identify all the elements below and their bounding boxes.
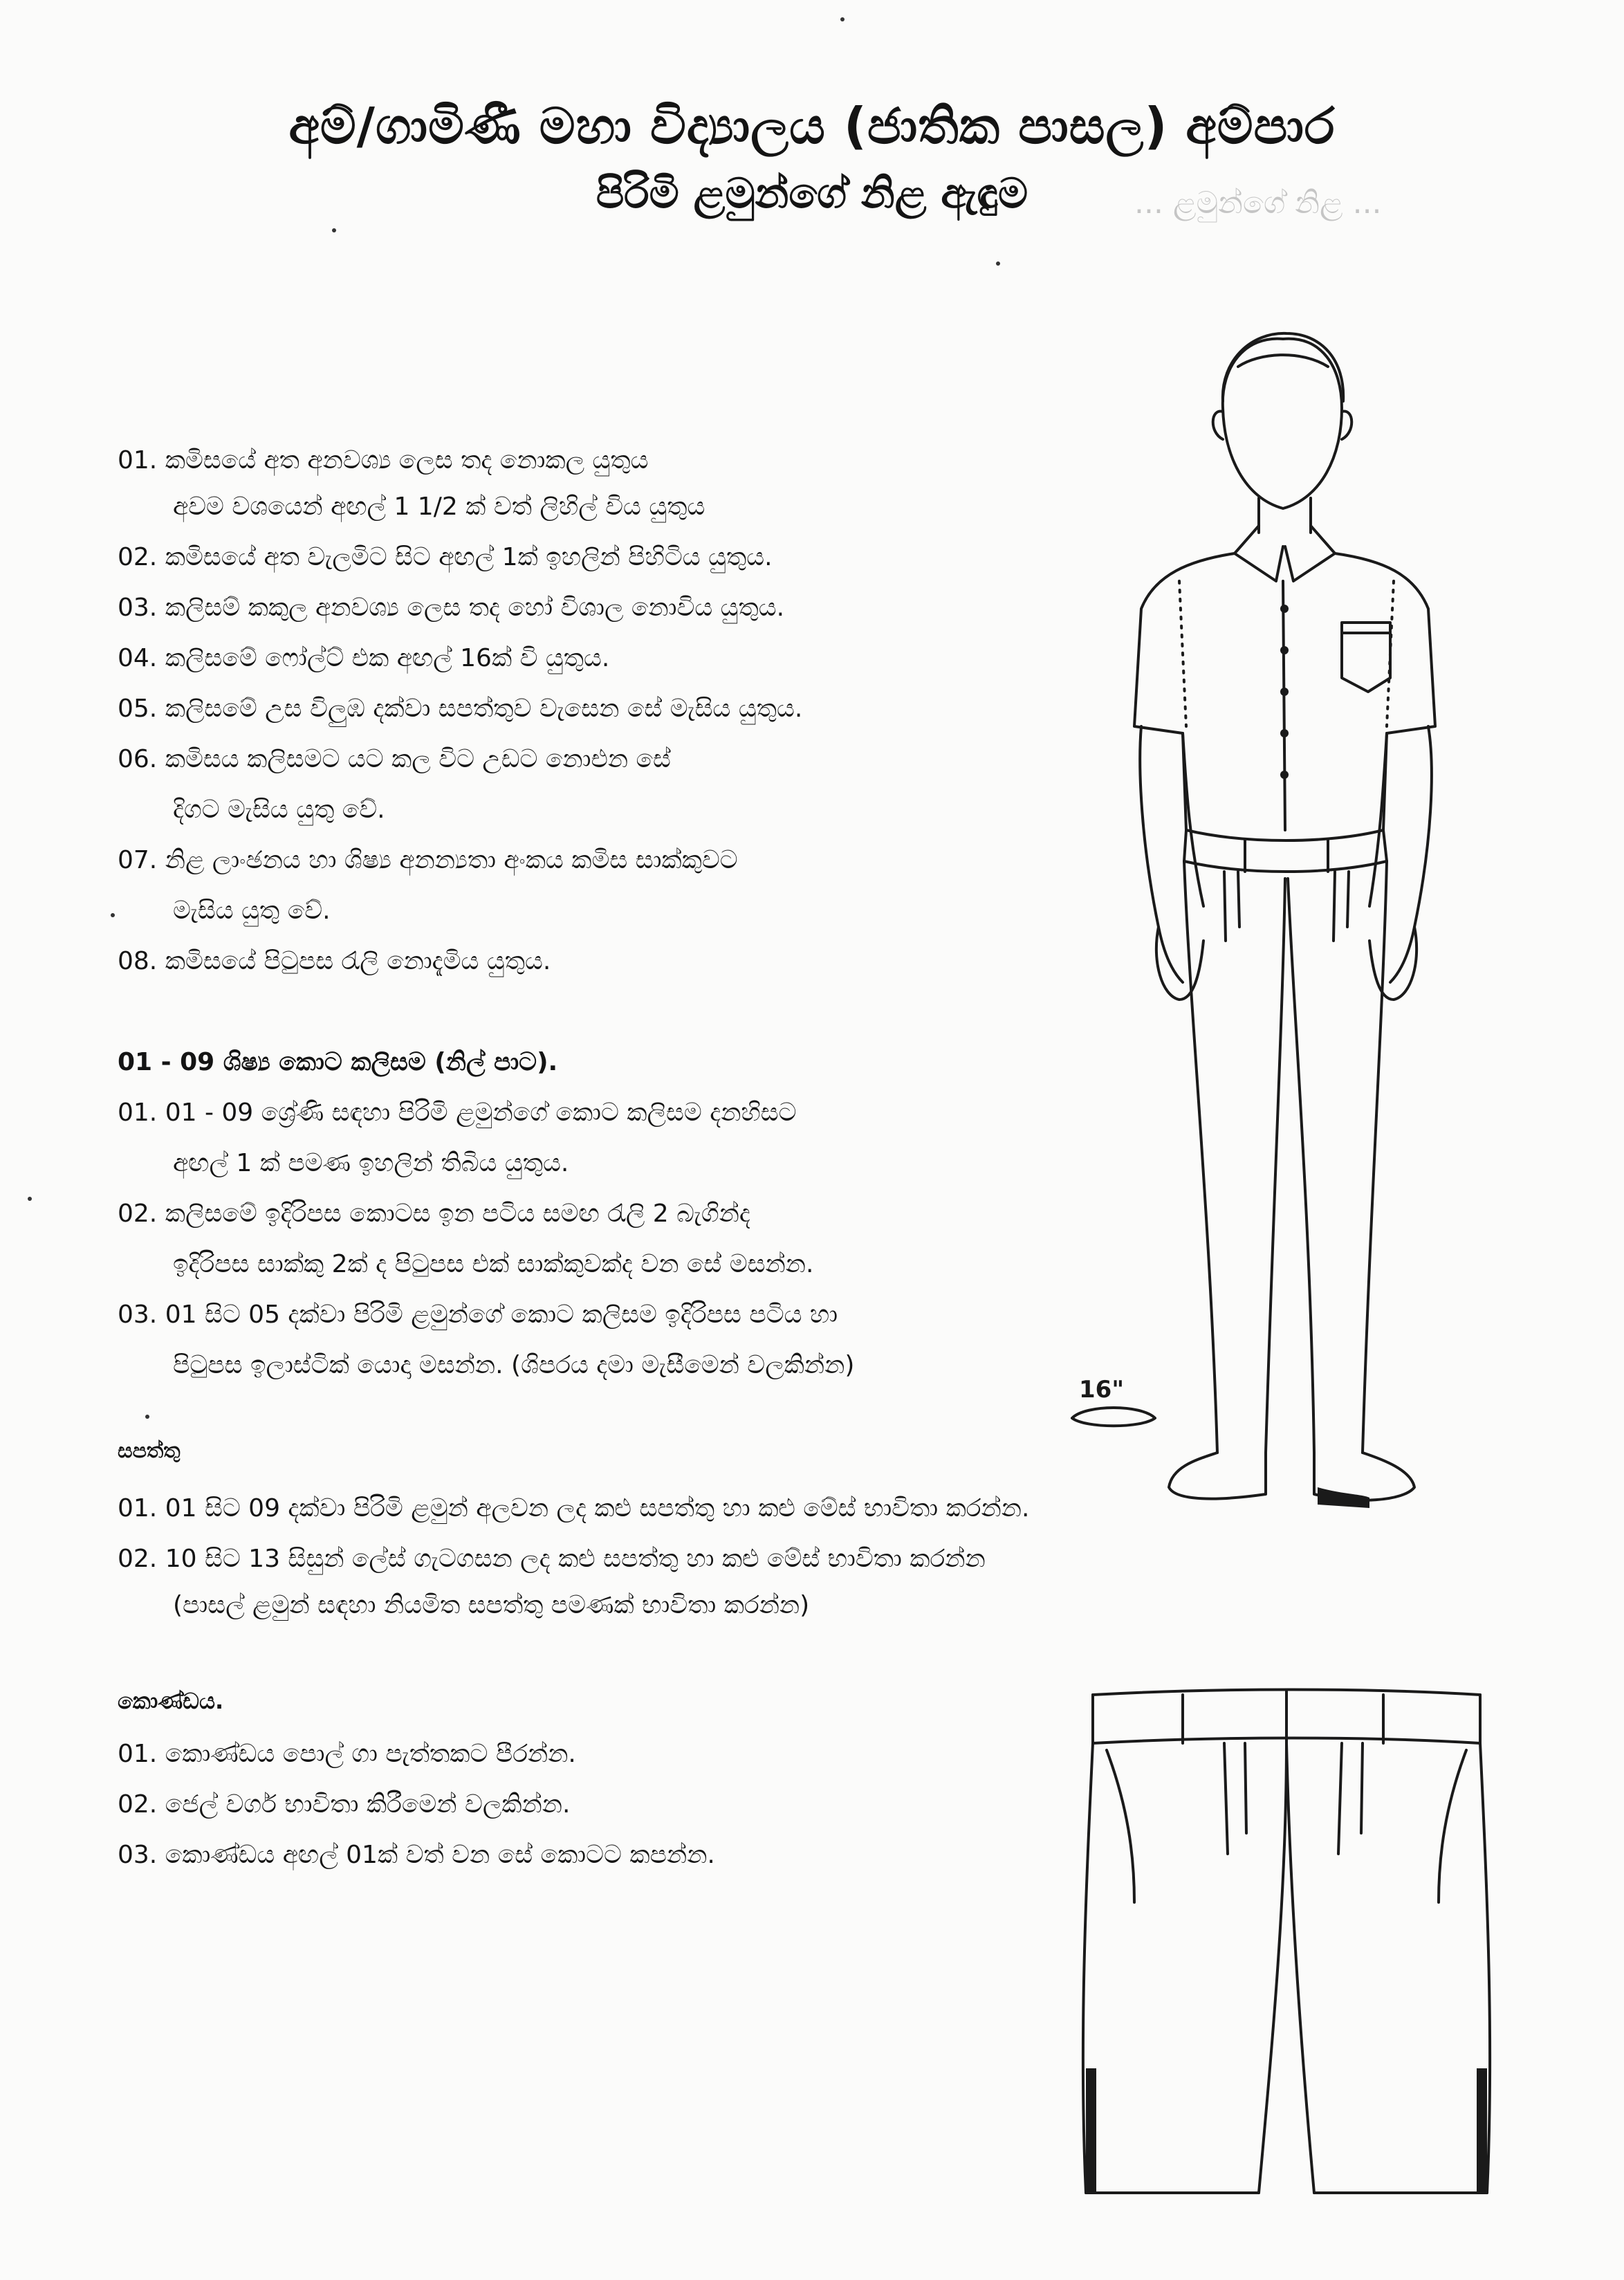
hair-item: 02. ජෙල් වර්ග භාවිතා කිරීමෙන් වලකින්න. bbox=[118, 1790, 571, 1819]
rule-item: 02. කමිසයේ අත වැලමිට සිට අඟල් 1ක් ඉහලින් පිහිටිය යුතුය. bbox=[118, 543, 773, 571]
rule-item: 05. කලිසමේ උස විලුඹ දක්වා සපත්තුව වැසෙන සේ මැසිය යුතුය. bbox=[118, 695, 803, 723]
section-heading-shorts: 01 - 09 ශිෂ්‍ය කොට කලිසම (නිල් පාට). bbox=[118, 1048, 558, 1076]
rule-item: 01. කමිසයේ අත අනවශ්‍ය ලෙස තද නොකල යුතුය bbox=[118, 446, 649, 475]
scan-speck bbox=[332, 228, 336, 232]
shoes-item: 01. 01 සිට 09 දක්වා පිරිමි ළමුන් අලවන ලද කළු සපත්තු හා කළු මේස් භාවිතා කරන්න. bbox=[118, 1494, 1030, 1523]
rule-item: 03. කලිසම් කකුල අනවශ්‍ය ලෙස තද හෝ විශාල නොවිය යුතුය. bbox=[118, 594, 785, 622]
scan-speck bbox=[996, 261, 1000, 266]
uniform-figure-illustration bbox=[1037, 318, 1556, 1550]
rule-item: 04. කලිසමේ ෆෝල්ට් එක අඟල් 16ක් වි යුතුය. bbox=[118, 644, 610, 672]
hem-measurement-label: 16" bbox=[1079, 1376, 1125, 1404]
shorts-item-cont: පිටුපස ඉලාස්ටික් යොදා මසන්න. (ශිපරය දමා මැසීමෙන් වලකින්න) bbox=[173, 1351, 855, 1379]
shorts-item: 01. 01 - 09 ශ්‍රේණි සඳහා පිරිමි ළමුන්ගේ කොට කලිසම දනහිසට bbox=[118, 1098, 797, 1127]
faint-bleed-text: ... ළමුන්ගේ නිළ ... bbox=[1134, 185, 1382, 221]
rule-item-cont: දිගට මැසිය යුතු වේ. bbox=[173, 796, 385, 824]
shorts-illustration bbox=[1079, 1681, 1522, 2214]
rule-item: 08. කමිසයේ පිටුපස රැලි නොදැමිය යුතුය. bbox=[118, 947, 551, 975]
shorts-item: 02. කලිසමේ ඉදිරිපස කොටස ඉන පටිය සමඟ රැලි 2 බැගින්ද bbox=[118, 1199, 750, 1228]
hair-item: 01. කොණ්ඩය පොල් ගා පැත්තකට පීරන්න. bbox=[118, 1740, 576, 1768]
scan-speck bbox=[28, 1197, 32, 1201]
section-heading-shoes: සපත්තු bbox=[118, 1439, 181, 1463]
shorts-item-cont: ඉදිරිපස සාක්කු 2ක් ද පිටුපස එක් සාක්කුවක්ද වන සේ මසන්න. bbox=[173, 1250, 814, 1278]
rule-item-cont: අවම වශයෙන් අඟල් 1 1/2 ක් වත් ලිහිල් විය යුතුය bbox=[173, 493, 705, 521]
shorts-item: 03. 01 සිට 05 දක්වා පිරිමි ළමුන්ගේ කොට කලිසම ඉදිරිපස පටිය හා bbox=[118, 1300, 838, 1329]
scan-speck bbox=[840, 17, 845, 21]
shoes-item-cont: (පාසල් ළමුන් සඳහා නියමිත සපත්තු පමණක් භාවිතා කරන්න) bbox=[173, 1591, 810, 1619]
section-heading-hair: කොණ්ඩය. bbox=[118, 1688, 224, 1714]
hair-item: 03. කොණ්ඩය අඟල් 01ක් වත් වන සේ කොටට කපන්න. bbox=[118, 1841, 715, 1869]
scan-speck bbox=[145, 1415, 149, 1419]
page-subtitle: පිරිමි ළමුන්ගේ නිළ ඇඳුම bbox=[596, 169, 1028, 218]
rule-item-cont: මැසිය යුතු වේ. bbox=[173, 897, 331, 925]
rule-item: 07. නිළ ලාංඡනය හා ශිෂ්‍ය අනන්‍යතා අංකය කමිස සාක්කුවට bbox=[118, 846, 738, 874]
page-title: අම්/ගාමිණී මහා විද්‍යාලය (ජාතික පාසල) අම්පාර bbox=[288, 97, 1336, 155]
shoes-item: 02. 10 සිට 13 සිසුන් ලේස් ගැටගසන ලද කළු සපත්තු හා කළු මේස් භාවිතා කරන්න bbox=[118, 1545, 986, 1573]
rule-item: 06. කමිසය කලිසමට යට කල විට උඩට නොඑන සේ bbox=[118, 745, 671, 773]
scan-speck bbox=[111, 913, 115, 917]
shorts-item-cont: අඟල් 1 ක් පමණ ඉහලින් තිබිය යුතුය. bbox=[173, 1149, 569, 1177]
